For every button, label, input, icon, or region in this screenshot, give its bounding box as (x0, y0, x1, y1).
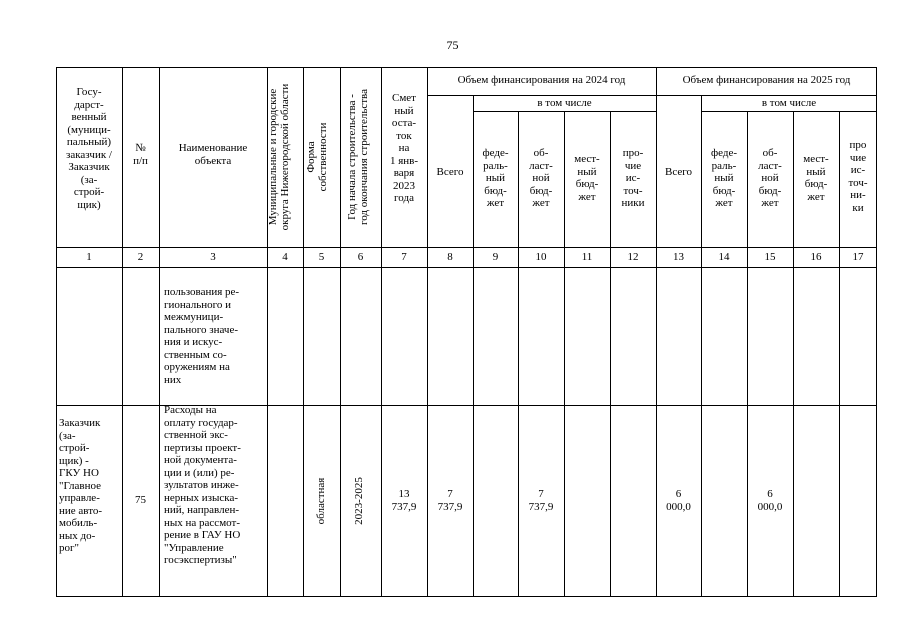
object-name-line: нерных изыска- (164, 491, 239, 504)
object-name-line: ний, направлен- (164, 504, 240, 516)
header-estimate-line: оста- (391, 117, 417, 129)
header-estimate-line: года (394, 192, 414, 204)
customer-line: "Главное (59, 479, 101, 492)
customer-line: (за- (59, 429, 76, 442)
object-name-line: Расходы на (164, 404, 217, 416)
column-number: 3 (210, 251, 216, 263)
header-federal-2025-line: раль- (711, 159, 737, 172)
object-name-line: оружениям на (164, 361, 230, 373)
regional-2025-line: 000,0 (757, 500, 783, 513)
header-regional-2025-line: ласт- (758, 159, 782, 172)
header-regional-2024 (518, 147, 564, 210)
header-local-2024-line: ный (577, 165, 597, 178)
regional-2024-line: 737,9 (528, 500, 554, 513)
total-2024-line: 7 (447, 488, 453, 500)
header-federal-2024-line: жет (486, 197, 505, 209)
continuation-object-name (164, 286, 266, 386)
header-customer-line: строй- (73, 186, 105, 198)
header-total-2024: Всего (436, 166, 464, 178)
header-other-2024-line: ники (621, 197, 645, 209)
object-name-line: них (164, 373, 182, 386)
header-estimate-line: ток (396, 129, 412, 142)
header-object-name-line: объекта (194, 154, 232, 167)
header-federal-2025 (701, 147, 747, 210)
object-name-line: рение в ГАУ НО (164, 529, 241, 541)
header-regional-2024-line: ной (532, 172, 550, 184)
customer-line: ние авто- (59, 504, 103, 517)
header-estimate-line: 2023 (393, 179, 415, 192)
header-federal-2025-line: феде- (710, 147, 737, 159)
header-regional-2025-line: жет (761, 197, 779, 209)
header-object-name (159, 142, 267, 167)
header-customer-line: щик) (77, 198, 101, 211)
total-2025-line: 000,0 (666, 500, 691, 513)
column-number: 14 (718, 251, 730, 263)
header-customer-line: (за- (80, 173, 98, 186)
header-including-2024: в том числе (537, 97, 592, 109)
customer-line: управле- (59, 492, 100, 504)
header-local-2024 (564, 153, 610, 203)
header-ownership (305, 107, 341, 207)
financing-table (56, 67, 877, 597)
header-federal-2025-line: бюд- (712, 184, 736, 197)
column-number: 10 (535, 251, 547, 263)
header-regional-2025 (747, 147, 793, 210)
column-number: 1 (86, 251, 92, 263)
header-other-2025-line: ки (852, 201, 864, 214)
header-regional-2025-line: об- (762, 147, 778, 159)
object-name-line: межмуници- (164, 311, 224, 323)
header-customer-line: Госу- (76, 86, 102, 98)
column-number: 12 (627, 251, 639, 263)
header-financing-2025: Объем финансирования на 2025 год (682, 74, 851, 86)
header-other-2024-line: точ- (623, 184, 643, 197)
object-name-line: ных на рассмот- (164, 516, 240, 529)
column-number: 5 (318, 251, 325, 263)
header-municipalities (267, 71, 303, 243)
header-regional-2024-line: жет (532, 197, 550, 209)
row75-object-name (164, 404, 266, 567)
header-years-line: Год начала строительства - (346, 94, 358, 220)
header-other-2024 (610, 147, 656, 210)
object-name-line: ции и (или) ре- (164, 466, 235, 479)
estimate-line: 13 (398, 488, 410, 500)
header-years-line: год окончания строительства (358, 89, 370, 225)
header-municipalities-line: округа Нижегородской области (279, 83, 291, 231)
object-name-line: "Управление (164, 541, 224, 554)
header-number-line: п/п (133, 154, 148, 167)
header-object-name-line: Наименование (178, 142, 248, 154)
header-federal-2024 (473, 147, 518, 210)
header-number (122, 142, 159, 167)
header-financing-2024: Объем финансирования на 2024 год (457, 74, 626, 86)
header-number-line: № (135, 142, 146, 154)
column-number: 8 (447, 251, 453, 263)
object-name-line: ния и искус- (164, 336, 223, 348)
header-customer-line: Заказчик (68, 161, 110, 173)
customer-line: мобиль- (59, 517, 98, 529)
column-number: 13 (673, 251, 684, 263)
column-number: 6 (357, 251, 364, 263)
regional-2024-line: 7 (538, 488, 544, 500)
header-other-2025-line: ис- (850, 164, 866, 176)
header-regional-2024-line: об- (533, 147, 549, 159)
customer-line: Заказчик (59, 417, 101, 429)
row75-number: 75 (135, 494, 146, 506)
customer-line: строй- (59, 442, 90, 454)
object-name-line: пального значе- (164, 323, 238, 336)
column-number: 17 (852, 251, 864, 263)
header-federal-2025-line: ный (714, 172, 734, 184)
header-ownership-line: Форма (305, 141, 317, 173)
total-2024-line: 737,9 (437, 500, 463, 513)
header-municipalities-line: Муниципальные и городские (267, 88, 279, 226)
object-name-line: оплату государ- (164, 416, 238, 429)
header-estimate-line: ный (394, 104, 414, 117)
row75-total-2025 (656, 488, 701, 513)
header-customer-line: пальный) (66, 136, 112, 148)
regional-2025-line: 6 (767, 488, 773, 500)
object-name-line: ной документа- (164, 454, 237, 466)
header-other-2025-line: про (849, 139, 867, 151)
header-estimate (381, 92, 427, 205)
column-number: 7 (401, 251, 407, 263)
header-other-2024-line: про- (622, 147, 644, 159)
header-local-2025-line: бюд- (804, 178, 828, 190)
header-federal-2024-line: ный (485, 172, 506, 184)
header-other-2025 (839, 139, 877, 214)
header-other-2025-line: точ- (848, 176, 868, 189)
header-other-2024-line: чие (624, 159, 642, 172)
header-customer-line: заказчик / (66, 148, 112, 161)
column-number: 4 (282, 251, 288, 263)
header-customer-line: дарст- (74, 98, 104, 111)
row75-ownership: областная (315, 477, 327, 525)
header-estimate-line: на (398, 142, 410, 154)
header-estimate-line: 1 янв- (389, 154, 419, 167)
customer-line: щик) - (59, 454, 89, 467)
object-name-line: гионального и (164, 298, 232, 311)
customer-line: рог" (59, 542, 80, 554)
object-name-line: ственной экс- (164, 429, 228, 441)
object-name-line: пользования ре- (164, 286, 240, 298)
row75-years: 2023-2025 (353, 477, 365, 525)
column-number: 9 (492, 251, 499, 263)
object-name-line: госэкспертизы" (164, 554, 237, 566)
header-federal-2024-line: раль- (483, 159, 508, 172)
header-customer-line: (муници- (67, 123, 111, 136)
column-number: 16 (810, 251, 822, 263)
header-local-2025-line: ный (806, 165, 826, 178)
header-estimate-line: Смет (392, 92, 416, 104)
object-name-line: пертизы проект- (164, 441, 241, 454)
header-years (346, 82, 382, 232)
page-number: 75 (446, 38, 459, 52)
column-number: 11 (581, 251, 593, 263)
header-regional-2025-line: бюд- (758, 184, 782, 197)
customer-line: ГКУ НО (59, 467, 99, 479)
header-local-2025-line: мест- (803, 153, 829, 165)
object-name-line: зультатов инже- (164, 479, 239, 491)
header-ownership-line: собственности (317, 122, 329, 192)
header-other-2025-line: чие (849, 151, 867, 164)
header-regional-2024-line: бюд- (529, 184, 553, 197)
header-local-2024-line: мест- (574, 153, 600, 165)
header-federal-2024-line: феде- (482, 147, 509, 159)
header-local-2024-line: бюд- (575, 178, 599, 190)
row75-regional-2024 (518, 488, 564, 513)
header-customer-line: венный (71, 111, 107, 123)
row75-estimate (381, 488, 427, 513)
header-other-2024-line: ис- (625, 172, 641, 184)
header-local-2024-line: жет (578, 190, 596, 203)
header-total-2025: Всего (665, 166, 692, 178)
header-customer (56, 86, 122, 211)
customer-line: ных до- (59, 529, 96, 542)
column-number: 2 (137, 251, 144, 263)
header-federal-2024-line: бюд- (484, 184, 507, 197)
header-local-2025 (793, 153, 839, 203)
total-2025-line: 6 (675, 488, 682, 500)
row75-total-2024 (427, 488, 473, 513)
row75-regional-2025 (747, 488, 793, 513)
estimate-line: 737,9 (391, 500, 417, 513)
header-including-2025: в том числе (761, 97, 817, 109)
header-federal-2025-line: жет (715, 197, 733, 209)
header-regional-2025-line: ной (761, 172, 779, 184)
object-name-line: ственным со- (164, 348, 227, 361)
header-local-2025-line: жет (807, 190, 825, 203)
header-regional-2024-line: ласт- (529, 159, 553, 172)
header-other-2025-line: ни- (850, 189, 866, 201)
header-estimate-line: варя (393, 167, 415, 179)
row75-customer (59, 417, 121, 555)
column-number: 15 (764, 251, 776, 263)
